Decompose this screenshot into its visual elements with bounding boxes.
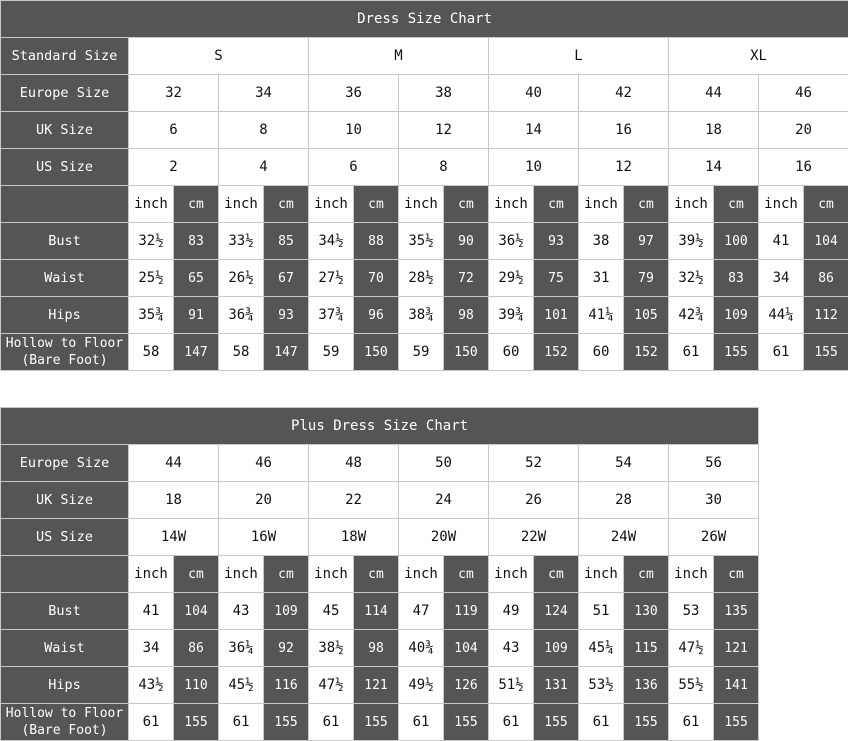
waist-value-cell: 70 xyxy=(354,260,399,297)
hollow-value-cell: 147 xyxy=(264,334,309,371)
waist-value-cell: 26½ xyxy=(219,260,264,297)
uk-value-cell: 6 xyxy=(129,112,219,149)
europe-value-cell: 38 xyxy=(399,75,489,112)
hollow-value-cell: 60 xyxy=(489,334,534,371)
uk-value-cell: 12 xyxy=(399,112,489,149)
bust-value-cell: 88 xyxy=(354,223,399,260)
unit-inch-header: inch xyxy=(579,186,624,223)
hips-value-cell: 136 xyxy=(624,667,669,704)
waist-value-cell: 34 xyxy=(759,260,804,297)
waist-value-cell: 29½ xyxy=(489,260,534,297)
unit-inch-header: inch xyxy=(669,556,714,593)
hips-value-cell: 47½ xyxy=(309,667,354,704)
hollow-to-floor-label-line1: Hollow to Floor xyxy=(5,706,124,721)
waist-value-cell: 43 xyxy=(489,630,534,667)
waist-value-cell: 121 xyxy=(714,630,759,667)
uk-value-cell: 30 xyxy=(669,482,759,519)
us-value-cell: 14 xyxy=(669,149,759,186)
unit-inch-header: inch xyxy=(219,186,264,223)
plus-bust-row xyxy=(1,593,759,630)
hips-label: Hips xyxy=(1,667,129,704)
waist-value-cell: 36¼ xyxy=(219,630,264,667)
unit-header-blank xyxy=(1,186,129,223)
us-value-cell: 20W xyxy=(399,519,489,556)
waist-value-cell: 92 xyxy=(264,630,309,667)
bust-value-cell: 38 xyxy=(579,223,624,260)
waist-value-cell: 27½ xyxy=(309,260,354,297)
hollow-value-cell: 147 xyxy=(174,334,219,371)
plus-us-size-row xyxy=(1,519,759,556)
hips-value-cell: 35¾ xyxy=(129,297,174,334)
bust-value-cell: 39½ xyxy=(669,223,714,260)
waist-value-cell: 32½ xyxy=(669,260,714,297)
europe-value-cell: 46 xyxy=(219,445,309,482)
bust-value-cell: 124 xyxy=(534,593,579,630)
europe-value-cell: 44 xyxy=(129,445,219,482)
us-value-cell: 26W xyxy=(669,519,759,556)
hips-value-cell: 43½ xyxy=(129,667,174,704)
unit-cm-header: cm xyxy=(354,186,399,223)
plus-dress-size-chart xyxy=(0,407,759,741)
hollow-value-cell: 61 xyxy=(399,704,444,741)
bust-label: Bust xyxy=(1,223,129,260)
bust-value-cell: 85 xyxy=(264,223,309,260)
unit-header-blank xyxy=(1,556,129,593)
hips-value-cell: 38¾ xyxy=(399,297,444,334)
europe-value-cell: 44 xyxy=(669,75,759,112)
hips-value-cell: 53½ xyxy=(579,667,624,704)
waist-value-cell: 115 xyxy=(624,630,669,667)
hips-value-cell: 41¼ xyxy=(579,297,624,334)
waist-value-cell: 104 xyxy=(444,630,489,667)
uk-value-cell: 20 xyxy=(759,112,848,149)
europe-label: Europe Size xyxy=(1,75,129,112)
bust-value-cell: 119 xyxy=(444,593,489,630)
hollow-value-cell: 152 xyxy=(624,334,669,371)
bust-value-cell: 109 xyxy=(264,593,309,630)
hips-value-cell: 39¾ xyxy=(489,297,534,334)
bust-value-cell: 49 xyxy=(489,593,534,630)
bust-value-cell: 90 xyxy=(444,223,489,260)
waist-value-cell: 31 xyxy=(579,260,624,297)
bust-value-cell: 104 xyxy=(804,223,848,260)
unit-inch-header: inch xyxy=(129,556,174,593)
standard-size-row xyxy=(1,38,848,75)
hollow-value-cell: 61 xyxy=(309,704,354,741)
unit-cm-header: cm xyxy=(444,186,489,223)
hollow-to-floor-label-line2: (Bare Foot) xyxy=(21,353,108,368)
hollow-value-cell: 155 xyxy=(714,334,759,371)
hollow-value-cell: 59 xyxy=(399,334,444,371)
hollow-value-cell: 61 xyxy=(219,704,264,741)
hips-value-cell: 131 xyxy=(534,667,579,704)
hollow-value-cell: 58 xyxy=(219,334,264,371)
unit-cm-header: cm xyxy=(534,186,579,223)
uk-value-cell: 18 xyxy=(669,112,759,149)
hollow-value-cell: 61 xyxy=(489,704,534,741)
uk-value-cell: 20 xyxy=(219,482,309,519)
unit-cm-header: cm xyxy=(804,186,848,223)
hips-value-cell: 98 xyxy=(444,297,489,334)
bust-value-cell: 41 xyxy=(129,593,174,630)
uk-value-cell: 16 xyxy=(579,112,669,149)
plus-waist-row xyxy=(1,630,759,667)
waist-value-cell: 65 xyxy=(174,260,219,297)
uk-value-cell: 22 xyxy=(309,482,399,519)
hollow-value-cell: 59 xyxy=(309,334,354,371)
hollow-value-cell: 61 xyxy=(759,334,804,371)
us-value-cell: 8 xyxy=(399,149,489,186)
hips-label: Hips xyxy=(1,297,129,334)
unit-inch-header: inch xyxy=(399,556,444,593)
bust-value-cell: 32½ xyxy=(129,223,174,260)
waist-value-cell: 34 xyxy=(129,630,174,667)
waist-value-cell: 86 xyxy=(174,630,219,667)
us-label: US Size xyxy=(1,519,129,556)
hollow-value-cell: 155 xyxy=(264,704,309,741)
hips-value-cell: 112 xyxy=(804,297,848,334)
hips-value-cell: 126 xyxy=(444,667,489,704)
waist-row xyxy=(1,260,848,297)
unit-cm-header: cm xyxy=(264,186,309,223)
bust-value-cell: 130 xyxy=(624,593,669,630)
hips-row xyxy=(1,297,848,334)
hips-value-cell: 116 xyxy=(264,667,309,704)
us-label: US Size xyxy=(1,149,129,186)
bust-value-cell: 114 xyxy=(354,593,399,630)
hips-value-cell: 141 xyxy=(714,667,759,704)
hips-value-cell: 44¼ xyxy=(759,297,804,334)
waist-value-cell: 40¾ xyxy=(399,630,444,667)
europe-value-cell: 50 xyxy=(399,445,489,482)
us-value-cell: 16W xyxy=(219,519,309,556)
hollow-value-cell: 60 xyxy=(579,334,624,371)
waist-value-cell: 47½ xyxy=(669,630,714,667)
europe-value-cell: 32 xyxy=(129,75,219,112)
us-value-cell: 6 xyxy=(309,149,399,186)
us-value-cell: 10 xyxy=(489,149,579,186)
uk-value-cell: 8 xyxy=(219,112,309,149)
standard-value-cell: S xyxy=(129,38,309,75)
bust-value-cell: 43 xyxy=(219,593,264,630)
waist-value-cell: 109 xyxy=(534,630,579,667)
hips-value-cell: 91 xyxy=(174,297,219,334)
plus-chart-title: Plus Dress Size Chart xyxy=(1,408,759,445)
unit-cm-header: cm xyxy=(714,556,759,593)
uk-value-cell: 18 xyxy=(129,482,219,519)
hips-value-cell: 49½ xyxy=(399,667,444,704)
hollow-value-cell: 155 xyxy=(444,704,489,741)
us-value-cell: 4 xyxy=(219,149,309,186)
plus-unit-row xyxy=(1,556,759,593)
bust-value-cell: 51 xyxy=(579,593,624,630)
uk-value-cell: 26 xyxy=(489,482,579,519)
unit-inch-header: inch xyxy=(219,556,264,593)
hips-value-cell: 55½ xyxy=(669,667,714,704)
hips-value-cell: 45½ xyxy=(219,667,264,704)
unit-inch-header: inch xyxy=(669,186,714,223)
unit-inch-header: inch xyxy=(489,556,534,593)
hollow-value-cell: 155 xyxy=(714,704,759,741)
hips-value-cell: 110 xyxy=(174,667,219,704)
waist-value-cell: 28½ xyxy=(399,260,444,297)
hips-value-cell: 42¾ xyxy=(669,297,714,334)
europe-value-cell: 46 xyxy=(759,75,848,112)
unit-inch-header: inch xyxy=(129,186,174,223)
waist-label: Waist xyxy=(1,260,129,297)
bust-value-cell: 97 xyxy=(624,223,669,260)
hollow-to-floor-label xyxy=(1,704,129,741)
hips-value-cell: 96 xyxy=(354,297,399,334)
hollow-to-floor-label-line1: Hollow to Floor xyxy=(5,336,124,351)
bust-value-cell: 104 xyxy=(174,593,219,630)
hollow-value-cell: 61 xyxy=(579,704,624,741)
unit-cm-header: cm xyxy=(174,186,219,223)
uk-value-cell: 24 xyxy=(399,482,489,519)
us-size-row xyxy=(1,149,848,186)
bust-row xyxy=(1,223,848,260)
uk-value-cell: 28 xyxy=(579,482,669,519)
standard-value-cell: XL xyxy=(669,38,848,75)
unit-cm-header: cm xyxy=(444,556,489,593)
unit-cm-header: cm xyxy=(624,556,669,593)
plus-dress-size-chart-body xyxy=(1,408,759,741)
waist-value-cell: 72 xyxy=(444,260,489,297)
hollow-value-cell: 58 xyxy=(129,334,174,371)
europe-value-cell: 48 xyxy=(309,445,399,482)
bust-value-cell: 33½ xyxy=(219,223,264,260)
standard-label: Standard Size xyxy=(1,38,129,75)
chart-title: Dress Size Chart xyxy=(1,1,848,38)
hollow-value-cell: 61 xyxy=(129,704,174,741)
unit-inch-header: inch xyxy=(759,186,804,223)
plus-chart-title-row xyxy=(1,408,759,445)
hollow-value-cell: 152 xyxy=(534,334,579,371)
unit-cm-header: cm xyxy=(534,556,579,593)
hips-value-cell: 109 xyxy=(714,297,759,334)
uk-label: UK Size xyxy=(1,482,129,519)
hollow-value-cell: 155 xyxy=(624,704,669,741)
us-value-cell: 22W xyxy=(489,519,579,556)
uk-size-row xyxy=(1,112,848,149)
hollow-value-cell: 155 xyxy=(534,704,579,741)
unit-row xyxy=(1,186,848,223)
unit-inch-header: inch xyxy=(309,556,354,593)
hollow-value-cell: 155 xyxy=(174,704,219,741)
hips-value-cell: 36¾ xyxy=(219,297,264,334)
europe-value-cell: 40 xyxy=(489,75,579,112)
hips-value-cell: 37¾ xyxy=(309,297,354,334)
bust-label: Bust xyxy=(1,593,129,630)
hollow-value-cell: 155 xyxy=(354,704,399,741)
waist-value-cell: 45¼ xyxy=(579,630,624,667)
europe-value-cell: 52 xyxy=(489,445,579,482)
plus-europe-size-row xyxy=(1,445,759,482)
unit-cm-header: cm xyxy=(264,556,309,593)
waist-value-cell: 25½ xyxy=(129,260,174,297)
hips-value-cell: 93 xyxy=(264,297,309,334)
hollow-to-floor-row xyxy=(1,334,848,371)
bust-value-cell: 100 xyxy=(714,223,759,260)
us-value-cell: 18W xyxy=(309,519,399,556)
hollow-value-cell: 150 xyxy=(444,334,489,371)
unit-inch-header: inch xyxy=(309,186,354,223)
hips-value-cell: 105 xyxy=(624,297,669,334)
unit-cm-header: cm xyxy=(624,186,669,223)
plus-uk-size-row xyxy=(1,482,759,519)
plus-hips-row xyxy=(1,667,759,704)
bust-value-cell: 41 xyxy=(759,223,804,260)
hollow-value-cell: 61 xyxy=(669,704,714,741)
uk-value-cell: 10 xyxy=(309,112,399,149)
europe-label: Europe Size xyxy=(1,445,129,482)
us-value-cell: 14W xyxy=(129,519,219,556)
europe-size-row xyxy=(1,75,848,112)
dress-size-chart-body xyxy=(1,1,848,371)
hips-value-cell: 51½ xyxy=(489,667,534,704)
waist-value-cell: 38½ xyxy=(309,630,354,667)
bust-value-cell: 53 xyxy=(669,593,714,630)
unit-cm-header: cm xyxy=(354,556,399,593)
waist-value-cell: 83 xyxy=(714,260,759,297)
us-value-cell: 12 xyxy=(579,149,669,186)
europe-value-cell: 36 xyxy=(309,75,399,112)
unit-inch-header: inch xyxy=(579,556,624,593)
uk-label: UK Size xyxy=(1,112,129,149)
bust-value-cell: 47 xyxy=(399,593,444,630)
waist-value-cell: 98 xyxy=(354,630,399,667)
waist-value-cell: 75 xyxy=(534,260,579,297)
hollow-value-cell: 61 xyxy=(669,334,714,371)
waist-value-cell: 67 xyxy=(264,260,309,297)
plus-hollow-to-floor-row xyxy=(1,704,759,741)
unit-inch-header: inch xyxy=(399,186,444,223)
us-value-cell: 2 xyxy=(129,149,219,186)
chart-spacer xyxy=(0,370,848,407)
europe-value-cell: 56 xyxy=(669,445,759,482)
bust-value-cell: 34½ xyxy=(309,223,354,260)
waist-label: Waist xyxy=(1,630,129,667)
bust-value-cell: 135 xyxy=(714,593,759,630)
bust-value-cell: 83 xyxy=(174,223,219,260)
hips-value-cell: 101 xyxy=(534,297,579,334)
uk-value-cell: 14 xyxy=(489,112,579,149)
standard-value-cell: M xyxy=(309,38,489,75)
europe-value-cell: 42 xyxy=(579,75,669,112)
hips-value-cell: 121 xyxy=(354,667,399,704)
unit-cm-header: cm xyxy=(174,556,219,593)
bust-value-cell: 35½ xyxy=(399,223,444,260)
bust-value-cell: 36½ xyxy=(489,223,534,260)
waist-value-cell: 79 xyxy=(624,260,669,297)
unit-cm-header: cm xyxy=(714,186,759,223)
hollow-to-floor-label-line2: (Bare Foot) xyxy=(21,723,108,738)
hollow-value-cell: 155 xyxy=(804,334,848,371)
bust-value-cell: 93 xyxy=(534,223,579,260)
us-value-cell: 16 xyxy=(759,149,848,186)
standard-value-cell: L xyxy=(489,38,669,75)
hollow-value-cell: 150 xyxy=(354,334,399,371)
hollow-to-floor-label xyxy=(1,334,129,371)
europe-value-cell: 34 xyxy=(219,75,309,112)
chart-title-row xyxy=(1,1,848,38)
bust-value-cell: 45 xyxy=(309,593,354,630)
unit-inch-header: inch xyxy=(489,186,534,223)
waist-value-cell: 86 xyxy=(804,260,848,297)
europe-value-cell: 54 xyxy=(579,445,669,482)
us-value-cell: 24W xyxy=(579,519,669,556)
